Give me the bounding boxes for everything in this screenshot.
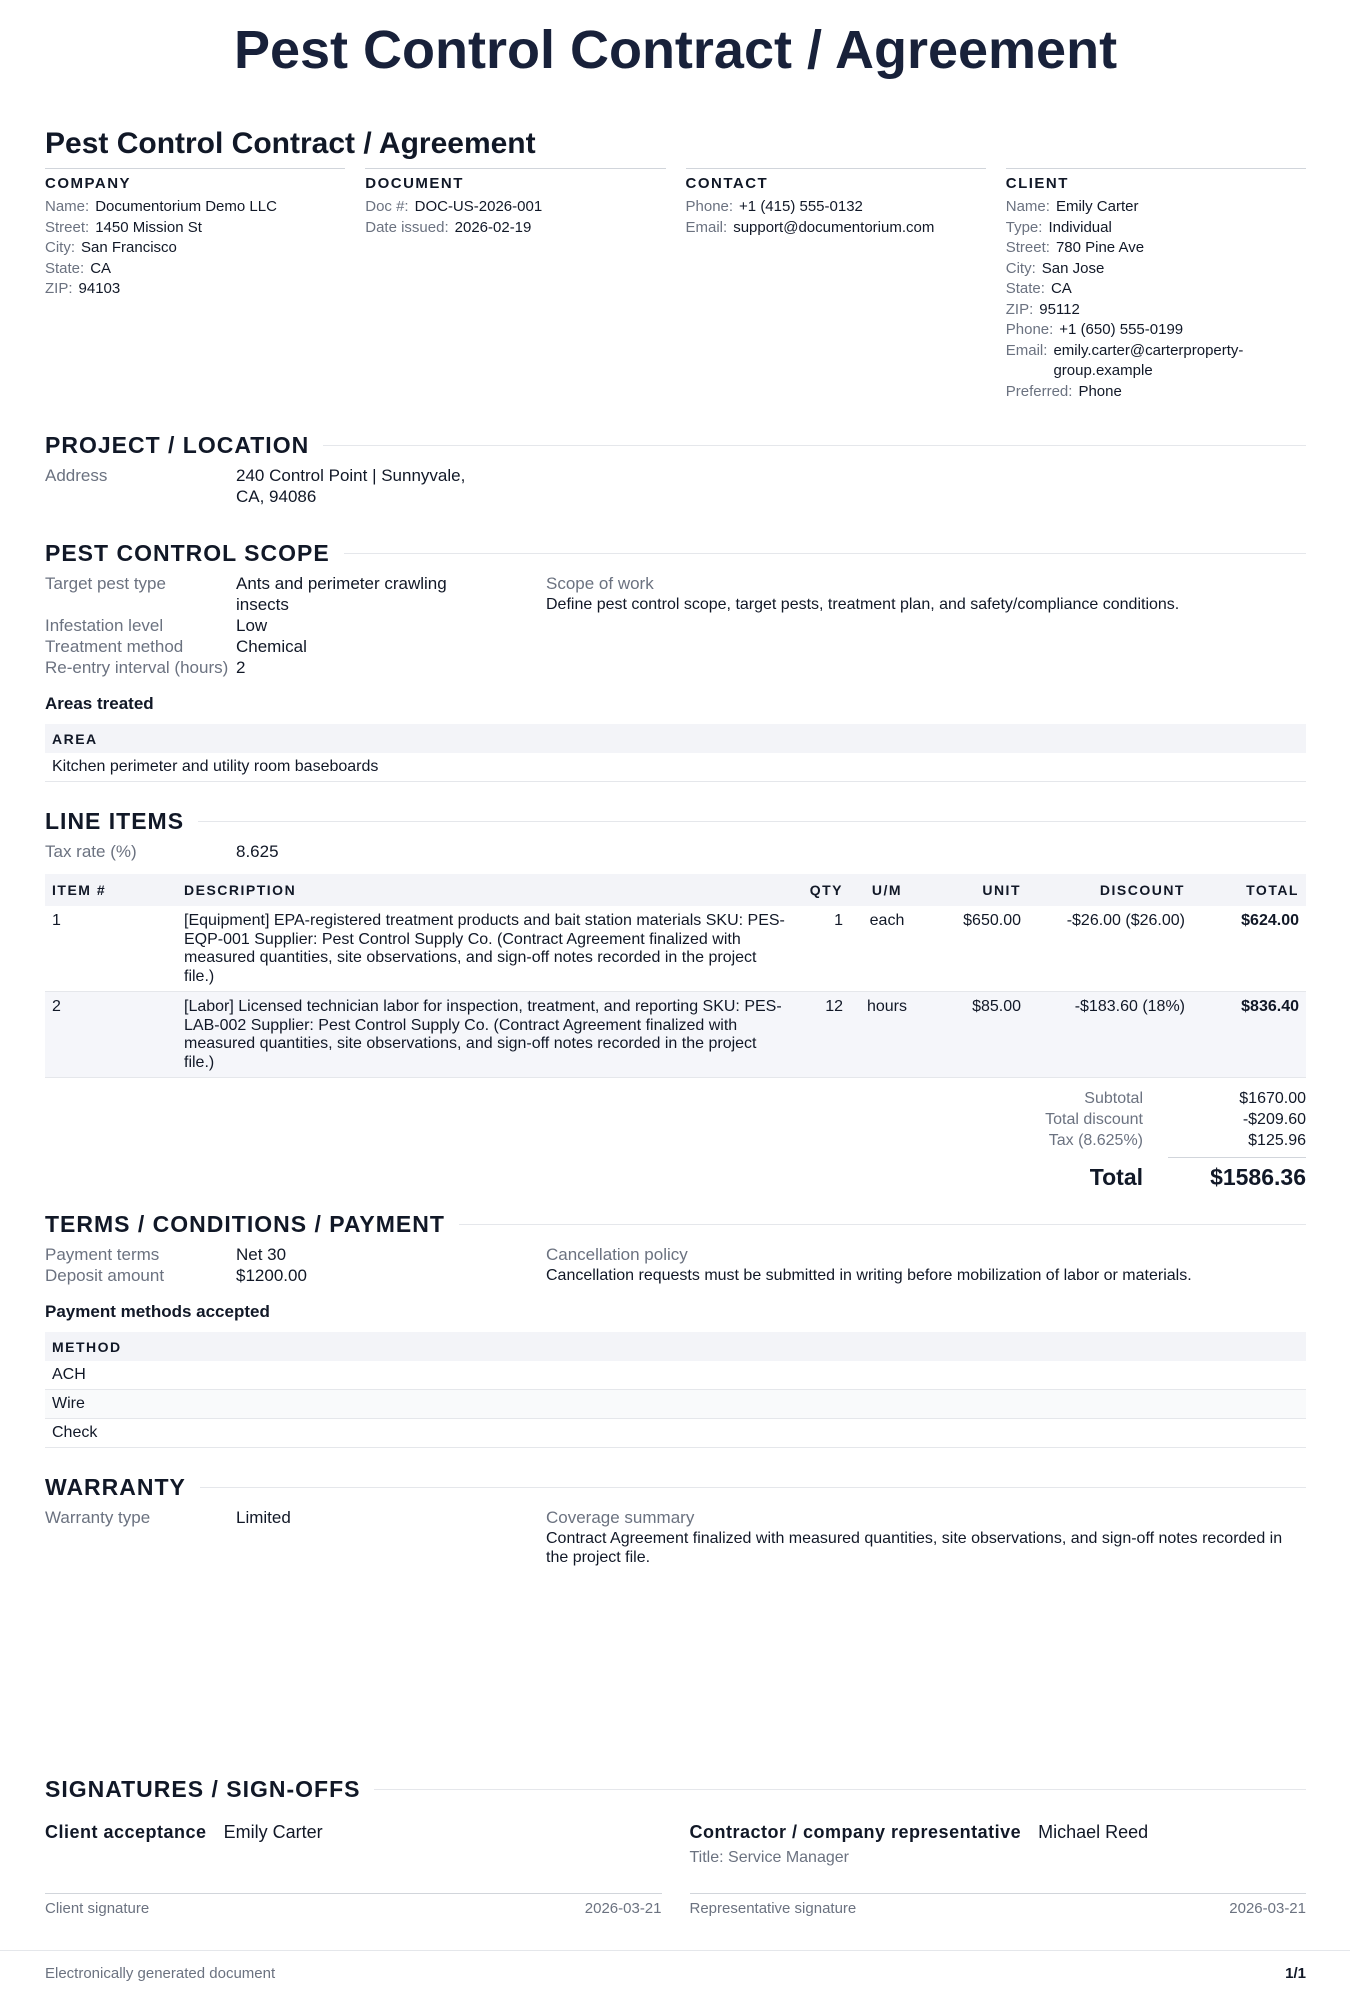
client-field-label: Street: — [1005, 239, 1050, 256]
contact-field — [686, 197, 986, 218]
payment-method-cell: Wire — [45, 1390, 1306, 1419]
project-fields — [45, 465, 1306, 507]
scope-field — [45, 615, 500, 636]
terms-field-value: Net 30 — [236, 1245, 287, 1264]
company-block — [45, 168, 345, 402]
client-field-label: Email: — [1005, 341, 1048, 359]
scope-field-label: Target pest type — [45, 574, 166, 593]
subtotal-value: $1670.00 — [1239, 1090, 1306, 1107]
areas-column-header: AREA — [45, 724, 1306, 753]
signature-columns — [45, 1822, 1306, 1917]
terms-fields — [45, 1244, 500, 1286]
scope-of-work-text: Define pest control scope, target pests, treatment plan, and safety/compliance conditions. — [546, 596, 1180, 613]
table-row — [45, 1361, 1306, 1390]
cancellation-label: Cancellation policy — [546, 1245, 688, 1264]
line-items-table — [45, 874, 1306, 1078]
company-field-label: City: — [45, 239, 75, 256]
total-discount-label: Total discount — [1045, 1111, 1143, 1128]
col-discount: DISCOUNT — [1028, 874, 1192, 906]
client-acceptance-name: Emily Carter — [223, 1822, 323, 1842]
contact-field-value: +1 (415) 555-0132 — [739, 198, 863, 215]
payment-method-cell: ACH — [45, 1361, 1306, 1390]
client-field-value: CA — [1050, 280, 1072, 297]
client-field-label: City: — [1005, 259, 1036, 277]
scope-field — [45, 657, 500, 678]
table-row — [45, 1390, 1306, 1419]
scope-field — [45, 636, 500, 657]
client-field-value: Individual — [1048, 218, 1112, 236]
company-field-value: 1450 Mission St — [95, 218, 202, 236]
client-field — [1006, 259, 1306, 280]
client-field-label: ZIP: — [1005, 300, 1034, 318]
table-row — [45, 753, 1306, 782]
client-title-spacer — [45, 1849, 662, 1869]
contact-heading: CONTACT — [685, 175, 769, 192]
client-field-value: emily.carter@carterproperty-group.example — [1053, 341, 1244, 379]
representative-label: Contractor / company representative — [689, 1822, 1022, 1842]
company-field-value: 94103 — [78, 280, 121, 297]
um-cell: hours — [850, 992, 924, 1078]
col-unit: UNIT — [924, 874, 1028, 906]
client-field-label: Name: — [1005, 198, 1050, 215]
client-field-value: +1 (650) 555-0199 — [1059, 321, 1184, 338]
client-field — [1006, 341, 1306, 382]
terms-field — [45, 1244, 500, 1265]
scope-field-value: Ants and perimeter crawling insects — [236, 574, 447, 614]
grand-total-row — [943, 1157, 1306, 1191]
client-field-label: State: — [1005, 280, 1045, 297]
coverage-block — [500, 1507, 1306, 1567]
signatures-heading-text: SIGNATURES / SIGN-OFFS — [45, 1776, 361, 1802]
signatures-section-heading — [45, 1776, 1306, 1803]
payment-methods-table — [45, 1332, 1306, 1448]
client-field-value: Emily Carter — [1055, 198, 1139, 215]
client-field-value: 780 Pine Ave — [1055, 239, 1145, 256]
client-field — [1006, 382, 1306, 403]
terms-content — [45, 1244, 1306, 1286]
grand-total-value: $1586.36 — [1168, 1157, 1306, 1191]
scope-of-work-block — [500, 573, 1306, 678]
col-description: DESCRIPTION — [177, 874, 796, 906]
address-label: Address — [45, 466, 108, 485]
header-columns — [45, 168, 1306, 402]
coverage-text: Contract Agreement finalized with measured quantities, site observations, and sign-off notes recorded in the project file. — [546, 1530, 1283, 1566]
scope-field-value: 2 — [236, 658, 246, 677]
client-signature-label: Client signature — [45, 1900, 150, 1917]
document-field-value: 2026-02-19 — [454, 218, 532, 236]
scope-field-value: Low — [236, 616, 268, 635]
page-number: 1/1 — [1285, 1965, 1306, 1982]
document-page — [45, 0, 1306, 1917]
warranty-type-label: Warranty type — [45, 1508, 151, 1527]
company-field-value: San Francisco — [81, 239, 177, 256]
col-item-number: ITEM # — [45, 874, 177, 906]
client-signature-line[interactable] — [45, 1893, 662, 1917]
project-heading-text: PROJECT / LOCATION — [45, 432, 310, 458]
contact-block — [686, 168, 986, 402]
client-field-value: 95112 — [1039, 300, 1080, 318]
totals-block — [45, 1088, 1306, 1191]
company-field-value: CA — [90, 259, 112, 277]
company-field-label: ZIP: — [45, 280, 73, 297]
company-field — [45, 238, 345, 259]
representative-signature-date: 2026-03-21 — [1229, 1900, 1306, 1917]
payment-methods-title: Payment methods accepted — [45, 1302, 270, 1321]
total-discount-value: -$209.60 — [1242, 1111, 1306, 1128]
document-field-label: Date issued: — [365, 218, 449, 236]
client-field-label: Type: — [1005, 218, 1043, 236]
table-row — [45, 992, 1306, 1078]
tax-rate-label: Tax rate (%) — [45, 842, 137, 861]
col-um: U/M — [850, 874, 924, 906]
terms-section-heading — [45, 1211, 1306, 1238]
document-field — [365, 197, 665, 218]
col-qty: QTY — [796, 874, 850, 906]
company-field — [45, 218, 345, 239]
client-field — [1006, 238, 1306, 259]
um-cell: each — [850, 906, 924, 992]
grand-total-label: Total — [1089, 1164, 1143, 1190]
warranty-type-field — [45, 1507, 500, 1528]
scope-heading-text: PEST CONTROL SCOPE — [45, 540, 330, 566]
scope-field-label: Infestation level — [45, 616, 164, 635]
client-heading: CLIENT — [1005, 175, 1069, 192]
company-field — [45, 197, 345, 218]
unit-price-cell: $650.00 — [924, 906, 1028, 992]
areas-table — [45, 724, 1306, 782]
line-total-cell: $836.40 — [1192, 992, 1306, 1078]
company-field — [45, 259, 345, 280]
client-field — [1006, 300, 1306, 321]
contact-field — [686, 218, 986, 239]
representative-title: Title: Service Manager — [689, 1849, 849, 1866]
tax-rate-value: 8.625 — [236, 842, 279, 861]
client-field-label: Phone: — [1005, 321, 1054, 338]
description-cell: [Equipment] EPA-registered treatment products and bait station materials SKU: PES-EQP-001 Supplier: Pest Control Supply Co. (Contract Agreement finalized with measured quantities, site observations, and sign-off notes recorded in the project file.) — [177, 906, 796, 992]
item-number-cell: 2 — [45, 992, 177, 1078]
warranty-type-value: Limited — [236, 1508, 291, 1527]
scope-field — [45, 573, 500, 615]
methods-column-header: METHOD — [45, 1332, 1306, 1361]
client-signature-date: 2026-03-21 — [584, 1900, 662, 1917]
tax-value: $125.96 — [1248, 1132, 1306, 1149]
terms-field-label: Deposit amount — [45, 1266, 165, 1285]
line-items-section-heading — [45, 808, 1306, 835]
item-number-cell: 1 — [45, 906, 177, 992]
total-discount-row — [943, 1109, 1306, 1130]
client-field — [1006, 279, 1306, 300]
page-footer — [0, 1950, 1350, 1982]
payment-method-cell: Check — [45, 1419, 1306, 1448]
scope-of-work-label: Scope of work — [546, 574, 654, 593]
page-title: Pest Control Contract / Agreement — [233, 20, 1118, 80]
line-total-cell: $624.00 — [1192, 906, 1306, 992]
area-cell: Kitchen perimeter and utility room baseboards — [45, 753, 1306, 782]
client-field-value: San Jose — [1041, 259, 1105, 277]
contact-field-value: support@documentorium.com — [733, 218, 935, 236]
scope-content — [45, 573, 1306, 678]
subtotal-label: Subtotal — [1084, 1090, 1143, 1107]
discount-cell: -$183.60 (18%) — [1028, 992, 1192, 1078]
client-field — [1006, 197, 1306, 218]
representative-signature-line[interactable] — [690, 1893, 1307, 1917]
terms-field — [45, 1265, 500, 1286]
document-field-value: DOC-US-2026-001 — [414, 198, 543, 215]
contact-field-label: Phone: — [685, 198, 734, 215]
table-row — [45, 906, 1306, 992]
qty-cell: 12 — [796, 992, 850, 1078]
terms-field-value: $1200.00 — [236, 1266, 307, 1285]
client-field-value: Phone — [1078, 382, 1122, 400]
company-field — [45, 279, 345, 300]
col-total: TOTAL — [1192, 874, 1306, 906]
terms-heading-text: TERMS / CONDITIONS / PAYMENT — [45, 1211, 445, 1237]
client-block — [1006, 168, 1306, 402]
cancellation-block — [500, 1244, 1306, 1286]
tax-rate-field — [45, 841, 500, 862]
representative-signature-block — [690, 1822, 1307, 1917]
company-field-label: Name: — [45, 198, 90, 215]
company-field-value: Documentorium Demo LLC — [95, 198, 277, 215]
client-field — [1006, 320, 1306, 341]
description-cell: [Labor] Licensed technician labor for inspection, treatment, and reporting SKU: PES-LAB-002 Supplier: Pest Control Supply Co. (Contract Agreement finalized with measured quantities, site observations, and sign-off notes recorded in the project file.) — [177, 992, 796, 1078]
client-field-label: Preferred: — [1005, 382, 1073, 400]
tax-rate-row — [45, 841, 1306, 862]
client-signature-block — [45, 1822, 662, 1917]
scope-section-heading — [45, 540, 1306, 567]
footer-note: Electronically generated document — [45, 1965, 276, 1982]
contact-field-label: Email: — [685, 218, 728, 236]
discount-cell: -$26.00 ($26.00) — [1028, 906, 1192, 992]
terms-field-label: Payment terms — [45, 1245, 160, 1264]
areas-treated-title: Areas treated — [45, 694, 154, 713]
scope-fields — [45, 573, 500, 678]
unit-price-cell: $85.00 — [924, 992, 1028, 1078]
tax-label: Tax (8.625%) — [1048, 1132, 1143, 1149]
client-acceptance-label: Client acceptance — [45, 1822, 207, 1842]
line-items-heading-text: LINE ITEMS — [45, 808, 185, 834]
document-block — [365, 168, 665, 402]
coverage-label: Coverage summary — [546, 1508, 695, 1527]
address-field — [45, 465, 500, 507]
company-field-label: State: — [45, 259, 85, 277]
document-heading: DOCUMENT — [365, 175, 464, 192]
document-field — [365, 218, 665, 239]
qty-cell: 1 — [796, 906, 850, 992]
project-section-heading — [45, 432, 1306, 459]
document-field-label: Doc #: — [365, 198, 409, 215]
representative-signature-label: Representative signature — [689, 1900, 857, 1917]
representative-name: Michael Reed — [1038, 1822, 1149, 1842]
tax-row — [943, 1130, 1306, 1151]
warranty-content — [45, 1507, 1306, 1567]
address-value: 240 Control Point | Sunnyvale, CA, 94086 — [236, 466, 466, 506]
cancellation-text: Cancellation requests must be submitted in writing before mobilization of labor or materials. — [546, 1267, 1192, 1284]
subtotal-row — [943, 1088, 1306, 1109]
client-field — [1006, 218, 1306, 239]
document-subtitle: Pest Control Contract / Agreement — [45, 127, 536, 160]
warranty-heading-text: WARRANTY — [45, 1474, 186, 1500]
scope-field-value: Chemical — [236, 637, 307, 656]
warranty-section-heading — [45, 1474, 1306, 1501]
scope-field-label: Re-entry interval (hours) — [45, 658, 229, 677]
company-field-label: Street: — [45, 218, 90, 236]
table-row — [45, 1419, 1306, 1448]
company-heading: COMPANY — [45, 175, 132, 192]
scope-field-label: Treatment method — [45, 637, 184, 656]
